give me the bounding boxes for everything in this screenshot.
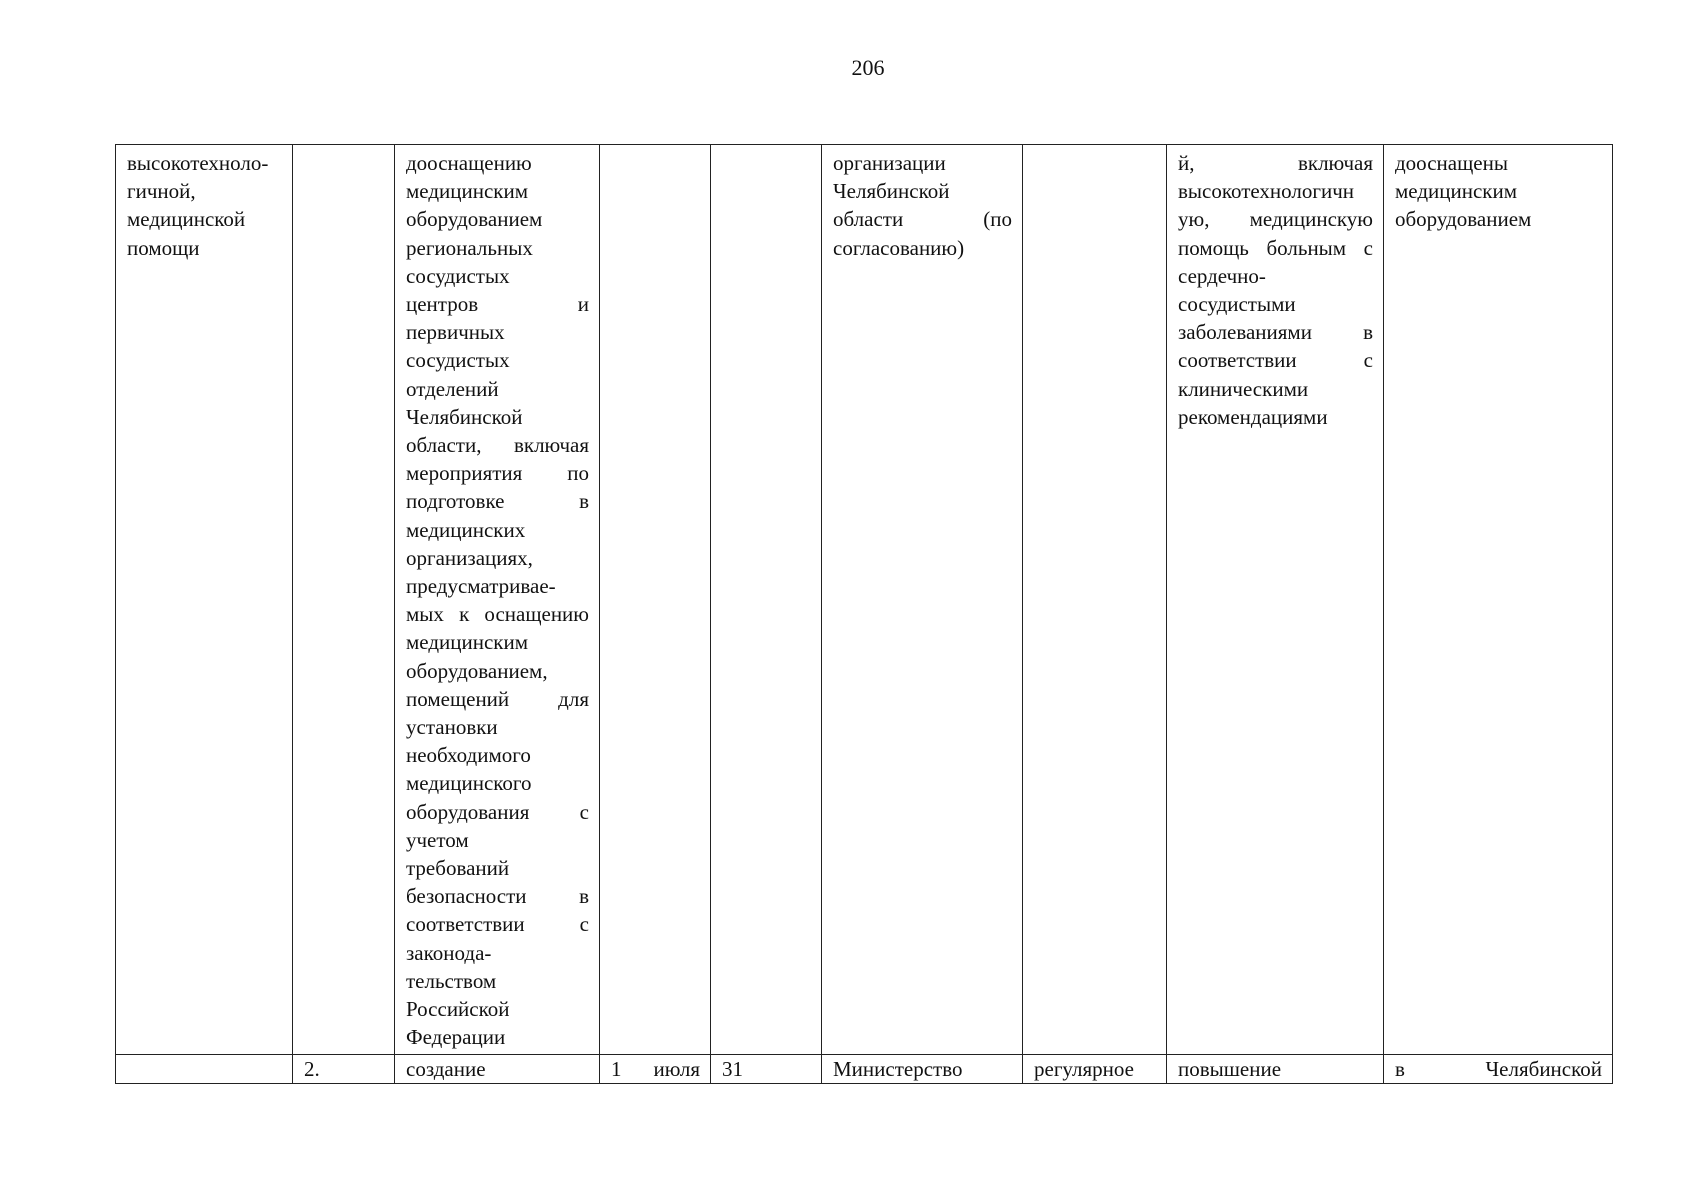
cell-text-line: законода- bbox=[406, 940, 492, 965]
table-cell bbox=[1167, 1055, 1384, 1084]
cell-text-line: области, включая bbox=[406, 433, 589, 458]
cell-text-line: повышение bbox=[1178, 1057, 1282, 1081]
table-row bbox=[116, 145, 1613, 1055]
cell-text-line: безопасности в bbox=[406, 884, 589, 909]
cell-text-line: области (по bbox=[833, 207, 1012, 232]
cell-text-line: тельством bbox=[406, 968, 497, 993]
cell-text-line: сосудистых bbox=[406, 348, 510, 373]
table-cell bbox=[395, 1055, 600, 1084]
cell-text-line: согласованию) bbox=[833, 235, 965, 260]
cell-text-line: оборудованием bbox=[1395, 207, 1532, 232]
cell-text-line: соответствии с bbox=[1178, 348, 1373, 373]
cell-text-line: медицинским bbox=[406, 179, 529, 204]
cell-text-line: дооснащены bbox=[1395, 151, 1508, 175]
cell-text-line: 2. bbox=[304, 1057, 320, 1081]
table-cell bbox=[1384, 145, 1613, 1055]
cell-text-line: регулярное bbox=[1034, 1057, 1134, 1081]
cell-text-line: Федерации bbox=[406, 1025, 506, 1050]
cell-text-line: дооснащению bbox=[406, 151, 532, 175]
table-cell bbox=[395, 145, 600, 1055]
table-cell bbox=[293, 1055, 395, 1084]
cell-text-line: установки bbox=[406, 715, 498, 740]
cell-text-line: необходимого bbox=[406, 743, 531, 768]
cell-text-line: клиническими bbox=[1178, 376, 1309, 401]
cell-text-line: медицинских bbox=[406, 517, 526, 542]
cell-text-line: оборудования с bbox=[406, 799, 589, 824]
cell-text-line: оборудованием, bbox=[406, 658, 548, 683]
table-cell bbox=[711, 1055, 822, 1084]
cell-text-line: создание bbox=[406, 1057, 486, 1081]
cell-text-line: мых к оснащению bbox=[406, 602, 589, 627]
cell-text-line: в Челябинской bbox=[1395, 1057, 1602, 1081]
cell-text-line: оборудованием bbox=[406, 207, 543, 232]
cell-text-line: помощь больным с bbox=[1178, 235, 1373, 260]
table-cell bbox=[711, 145, 822, 1055]
cell-text-line: Российской bbox=[406, 997, 510, 1022]
cell-text-line: высокотехнологичн bbox=[1178, 179, 1355, 204]
cell-text-line: учетом bbox=[406, 827, 469, 852]
cell-text-line: предусматривае- bbox=[406, 574, 556, 599]
table-cell bbox=[822, 1055, 1023, 1084]
cell-text-line: й, включая bbox=[1178, 151, 1373, 175]
table-cell bbox=[116, 145, 293, 1055]
cell-text-line: рекомендациями bbox=[1178, 404, 1328, 429]
cell-text-line: сосудистыми bbox=[1178, 292, 1296, 317]
cell-text-line: высокотехноло- bbox=[127, 151, 269, 175]
cell-text-line: подготовке в bbox=[406, 489, 589, 514]
cell-text-line: 31 bbox=[722, 1057, 743, 1081]
cell-text-line: сердечно- bbox=[1178, 263, 1266, 288]
cell-text-line: Челябинской bbox=[833, 179, 950, 204]
cell-text-line: помещений для bbox=[406, 686, 589, 711]
cell-text-line: медицинской bbox=[127, 207, 246, 232]
cell-text-line: требований bbox=[406, 856, 510, 881]
cell-text-line: ую, медицинскую bbox=[1178, 207, 1373, 232]
page-number: 206 bbox=[851, 55, 885, 80]
table-cell bbox=[822, 145, 1023, 1055]
cell-text-line: помощи bbox=[127, 235, 200, 260]
cell-text-line: медицинским bbox=[1395, 179, 1518, 204]
cell-text-line: сосудистых bbox=[406, 263, 510, 288]
cell-text-line: региональных bbox=[406, 235, 533, 260]
measures-table bbox=[115, 144, 1613, 1084]
table-cell bbox=[1384, 1055, 1613, 1084]
cell-text-line: центров и bbox=[406, 292, 589, 317]
cell-text-line: Министерство bbox=[833, 1057, 963, 1081]
cell-text-line: соответствии с bbox=[406, 912, 589, 937]
cell-text-line: медицинского bbox=[406, 771, 532, 796]
table-cell bbox=[1023, 1055, 1167, 1084]
cell-text-line: заболеваниями в bbox=[1178, 320, 1373, 345]
cell-text-line: Челябинской bbox=[406, 404, 523, 429]
cell-text-line: отделений bbox=[406, 376, 499, 401]
table-cell bbox=[116, 1055, 293, 1084]
table-cell bbox=[600, 1055, 711, 1084]
table-cell bbox=[600, 145, 711, 1055]
cell-text-line: первичных bbox=[406, 320, 505, 345]
table-row bbox=[116, 1055, 1613, 1084]
cell-text-line: гичной, bbox=[127, 179, 196, 204]
cell-text-line: медицинским bbox=[406, 630, 529, 655]
table-cell bbox=[1167, 145, 1384, 1055]
cell-text-line: организациях, bbox=[406, 545, 533, 570]
cell-text-line: 1 июля bbox=[611, 1057, 700, 1081]
table-cell bbox=[1023, 145, 1167, 1055]
cell-text-line: мероприятия по bbox=[406, 461, 589, 486]
table-cell bbox=[293, 145, 395, 1055]
cell-text-line: организации bbox=[833, 151, 946, 175]
